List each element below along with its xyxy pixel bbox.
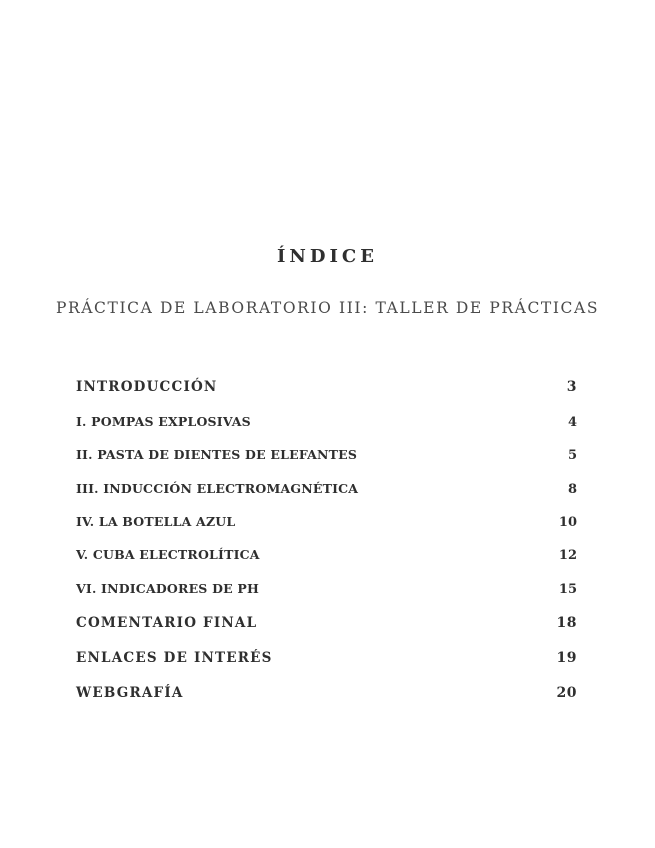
toc-entry-label: II. PASTA DE DIENTES DE ELEFANTES [76,447,358,462]
toc-entry-enlaces-de-interes[interactable] [76,650,577,666]
toc-entry-page: 19 [556,650,577,666]
page-title: ÍNDICE [277,246,378,267]
toc-entry-indicadores-de-ph[interactable] [76,581,577,597]
toc-entry-comentario-final[interactable] [76,615,577,631]
toc-entry-cuba-electrolitica[interactable] [76,547,577,563]
toc-entry-page: 20 [556,685,577,701]
toc-entry-induccion-electromagnetica[interactable] [76,481,577,497]
toc-entry-label: COMENTARIO FINAL [76,615,258,631]
toc-entry-label: V. CUBA ELECTROLÍTICA [76,547,260,562]
toc-entry-page: 15 [558,582,577,597]
toc-entry-label: INTRODUCCIÓN [76,379,218,395]
toc-entry-page: 3 [566,379,577,395]
toc-entry-webgrafia[interactable] [76,685,577,701]
toc-entry-label: III. INDUCCIÓN ELECTROMAGNÉTICA [76,481,359,496]
toc-entry-pasta-de-dientes[interactable] [76,447,577,463]
toc-entry-botella-azul[interactable] [76,514,577,530]
toc-entry-page: 4 [567,415,577,430]
toc-entry-label: I. POMPAS EXPLOSIVAS [76,414,251,429]
toc-entry-page: 12 [558,548,577,563]
toc-entry-label: IV. LA BOTELLA AZUL [76,514,236,529]
toc-entry-page: 18 [556,615,577,631]
toc-entry-page: 8 [567,482,577,497]
page-subtitle: PRÁCTICA DE LABORATORIO III: TALLER DE PRÁCTICAS [55,299,600,317]
table-of-contents [76,0,577,848]
toc-entry-page: 5 [567,448,577,463]
toc-entry-page: 10 [558,515,577,530]
toc-entry-label: ENLACES DE INTERÉS [76,650,273,666]
toc-entry-pompas-explosivas[interactable] [76,414,577,430]
toc-entry-introduccion[interactable] [76,379,577,395]
toc-entry-label: VI. INDICADORES DE PH [76,581,260,596]
toc-entry-label: WEBGRAFÍA [76,685,184,701]
